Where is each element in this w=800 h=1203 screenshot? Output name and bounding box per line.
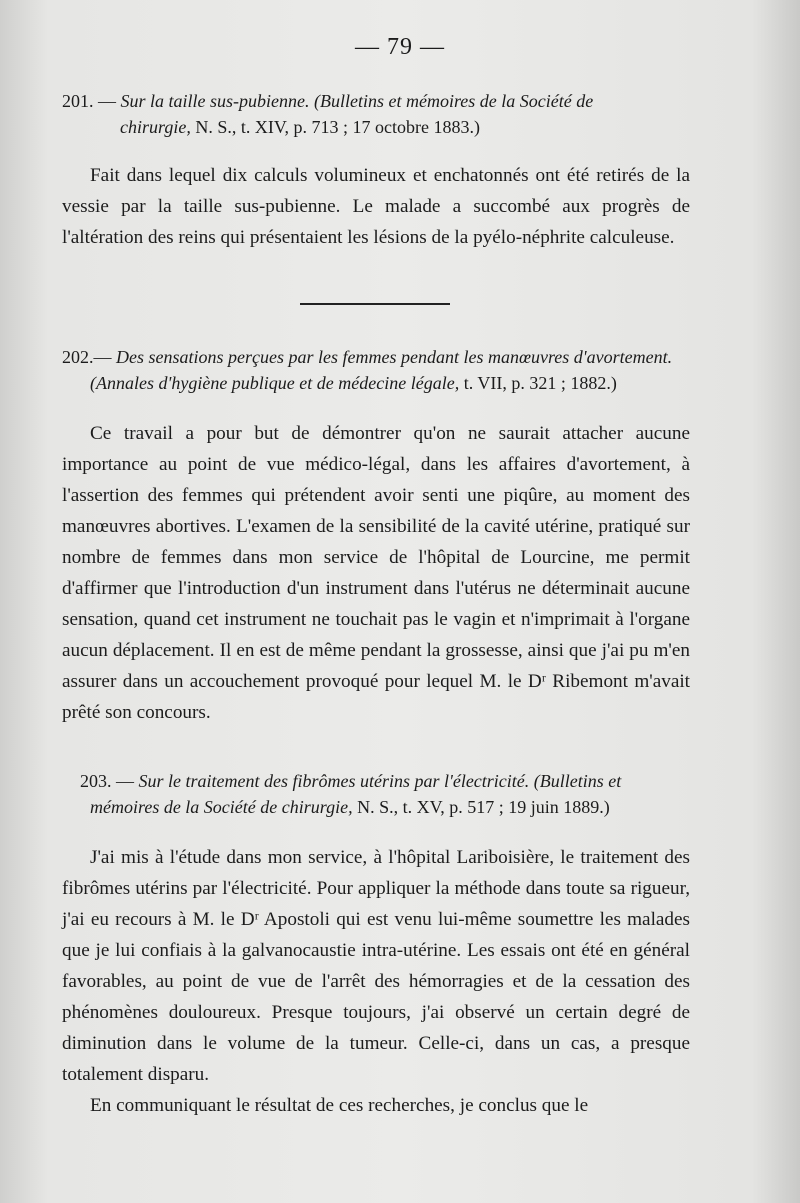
entry-source: (Bulletins et — [533, 771, 622, 791]
entry-202-heading — [62, 344, 692, 396]
entry-201-body — [62, 160, 690, 253]
entry-203-heading — [62, 768, 692, 820]
section-divider — [300, 303, 450, 305]
entry-202-body — [62, 418, 690, 728]
entry-source-italic: mémoires de la Société de chirurgie, — [90, 797, 353, 817]
entry-number: 203. — [80, 771, 112, 791]
entry-source: (Bulletins et mémoires de la Société de — [313, 91, 594, 111]
entry-title: Sur la taille sus-pubienne. — [120, 91, 310, 111]
entry-dash: — — [111, 771, 139, 791]
paragraph: Ce travail a pour but de démontrer qu'on ne saurait attacher aucune importance au point de vue médico-légal, dans les affaires d'avortement, à l'assertion des femmes qui prétendent avoir senti une piqûre, au moment des manœuvres abortives. L'examen de la sensibilité de la cavité utérine, pratiqué sur nombre de femmes dans mon service de l'hôpital de Lourcine, me permit d'affirmer que l'introduction d'un instrument dans l'utérus ne déterminait aucune sensation, quand cet instrument ne touchait pas le vagin et n'imprimait à l'organe aucun déplacement. Il en est de même pendant la grossesse, ainsi que j'ai pu m'en assurer dans un accouchement provoqué pour lequel M. le Dʳ Ribemont m'avait prêté son concours. — [62, 423, 690, 723]
entry-source-italic: chirurgie, — [120, 117, 191, 137]
entry-source-continuation — [62, 794, 692, 820]
entry-201-heading — [62, 88, 692, 140]
paragraph: J'ai mis à l'étude dans mon service, à l'hôpital Lariboisière, le traitement des fibrômes utérins par l'électricité. Pour appliquer la méthode dans toute sa rigueur, j'ai eu recours à M. le Dʳ Apostoli qui est venu lui-même soumettre les malades que je lui confiais à la galvanocaustie intra-utérine. Les essais ont été en général favorables, au point de vue de l'arrêt des hémorragies et de la cessation des phénomènes douloureux. Presque toujours, j'ai observé un certain degré de diminution dans le volume de la tumeur. Celle-ci, dans un cas, a presque totalement disparu. — [62, 847, 690, 1085]
entry-source-rest: N. S., t. XIV, p. 713 ; 17 octobre 1883.) — [190, 117, 480, 137]
entry-source-rest: t. VII, p. 321 ; 1882.) — [459, 373, 617, 393]
entry-dash: — — [93, 91, 121, 111]
entry-203-body — [62, 842, 690, 1121]
entry-source-italic: (Annales d'hygiène publique et de médecine légale, — [90, 373, 460, 393]
paragraph: En communiquant le résultat de ces recherches, je conclus que le — [90, 1095, 589, 1116]
entry-number: 202. — [62, 347, 94, 367]
entry-title: Sur le traitement des fibrômes utérins par l'électricité. — [138, 771, 530, 791]
entry-source-continuation — [62, 114, 692, 140]
entry-number: 201. — [62, 91, 94, 111]
entry-source-rest: N. S., t. XV, p. 517 ; 19 juin 1889.) — [352, 797, 610, 817]
entry-title: Des sensations perçues par les femmes pendant les manœuvres d'avortement. — [116, 347, 673, 367]
entry-source-continuation — [62, 370, 692, 396]
page-number: — 79 — — [355, 34, 445, 60]
entry-dash: — — [93, 347, 116, 367]
paragraph: Fait dans lequel dix calculs volumineux et enchatonnés ont été retirés de la vessie par la taille sus-pubienne. Le malade a succombé aux progrès de l'altération des reins qui présentaient les lésions de la pyélo-néphrite calculeuse. — [62, 165, 690, 248]
